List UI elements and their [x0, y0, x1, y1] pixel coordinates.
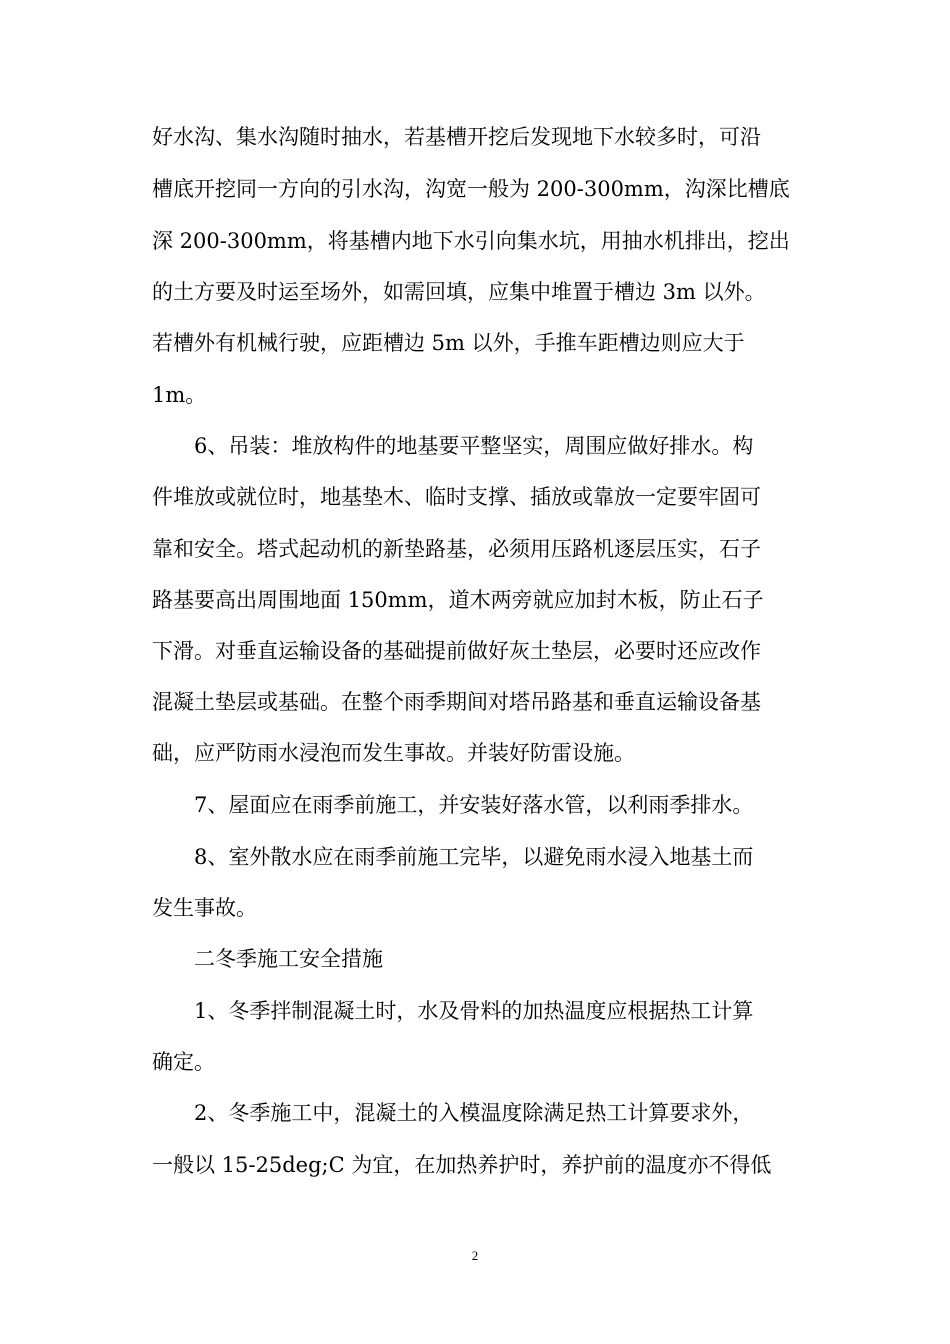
paragraph-first-line: 8、室外散水应在雨季前施工完毕，以避免雨水浸入地基土而	[194, 845, 754, 869]
text-line: 路基要高出周围地面 150mm，道木两旁就应加封木板，防止石子	[152, 588, 764, 612]
text-line: 1m。	[152, 383, 207, 407]
text-line: 下滑。对垂直运输设备的基础提前做好灰土垫层，必要时还应改作	[152, 639, 761, 663]
page-number: 2	[471, 1248, 479, 1263]
paragraph-first-line: 7、屋面应在雨季前施工，并安装好落水管，以利雨季排水。	[194, 793, 754, 817]
text-line: 一般以 15-25deg;C 为宜，在加热养护时，养护前的温度亦不得低	[152, 1153, 772, 1177]
text-line: 靠和安全。塔式起动机的新垫路基，必须用压路机逐层压实，石子	[152, 537, 761, 561]
text-line: 确定。	[152, 1050, 215, 1074]
paragraph-first-line: 1、冬季拌制混凝土时，水及骨料的加热温度应根据热工计算	[194, 999, 754, 1023]
text-line: 好水沟、集水沟随时抽水，若基槽开挖后发现地下水较多时，可沿	[152, 125, 761, 149]
paragraph-first-line: 6、吊装：堆放构件的地基要平整坚实，周围应做好排水。构	[194, 434, 754, 458]
text-line: 深 200-300mm，将基槽内地下水引向集水坑，用抽水机排出，挖出	[152, 229, 790, 253]
text-line: 混凝土垫层或基础。在整个雨季期间对塔吊路基和垂直运输设备基	[152, 690, 761, 714]
text-line: 的土方要及时运至场外，如需回填，应集中堆置于槽边 3m 以外。	[152, 280, 766, 304]
paragraph-first-line: 2、冬季施工中，混凝土的入模温度除满足热工计算要求外，	[194, 1101, 754, 1125]
text-line: 发生事故。	[152, 896, 257, 920]
text-line: 槽底开挖同一方向的引水沟，沟宽一般为 200-300mm，沟深比槽底	[152, 177, 790, 201]
text-line: 若槽外有机械行驶，应距槽边 5m 以外，手推车距槽边则应大于	[152, 331, 745, 355]
text-line: 件堆放或就位时，地基垫木、临时支撑、插放或靠放一定要牢固可	[152, 485, 761, 509]
text-line: 础，应严防雨水浸泡而发生事故。并装好防雷设施。	[152, 741, 635, 765]
section-heading: 二冬季施工安全措施	[194, 947, 383, 971]
